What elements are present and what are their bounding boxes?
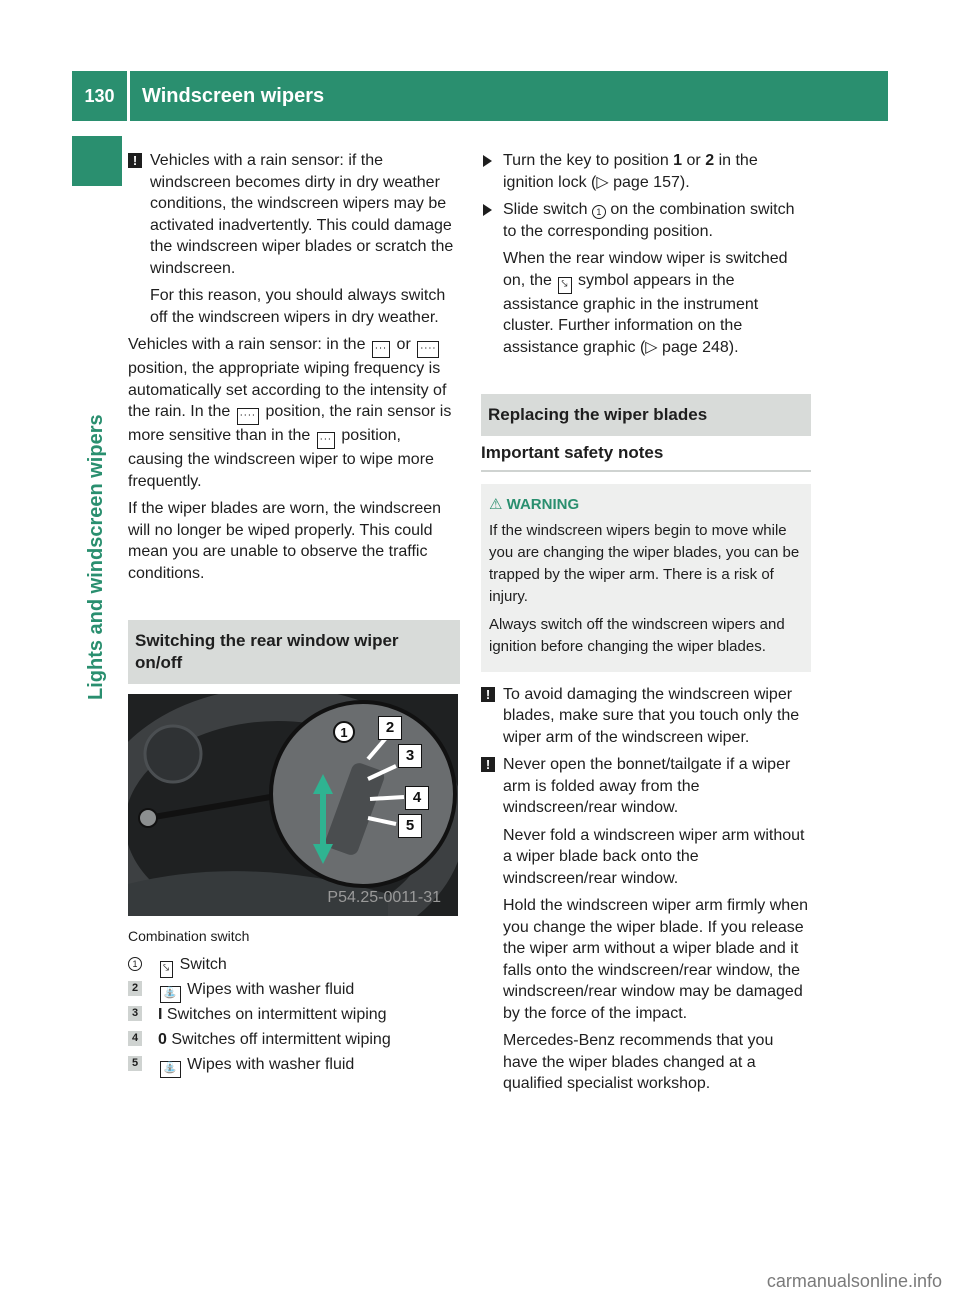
callout-2: 2 [378,716,402,740]
header-divider [127,71,130,121]
legend-marker: 3 [128,1006,142,1021]
washer-fluid-icon: ⛲ [160,986,181,1003]
legend-item: 1 ⤥ Switch [128,952,460,977]
callout-1-icon: 1 [592,205,606,219]
legend-item: 4 0 Switches off intermittent wiping [128,1027,460,1052]
page-number: 130 [84,86,115,106]
callout-5: 5 [398,814,422,838]
legend-marker: 5 [128,1056,142,1071]
caution-icon: ! [481,687,495,702]
step-arrow-icon [483,155,492,167]
callout-3: 3 [398,744,422,768]
page-reference: (▷ page 248). [639,338,739,356]
section-heading: Replacing the wiper blades [481,394,811,436]
legend-item: 5 ⛲ Wipes with washer fluid [128,1052,460,1077]
combination-switch-figure [128,694,458,916]
legend-marker: 2 [128,981,142,996]
callout-4: 4 [405,786,429,810]
page-header [72,71,888,121]
warning-triangle-icon: ⚠ [489,495,503,513]
rear-wiper-icon: ⤥ [558,277,571,294]
note-bonnet [481,754,811,1095]
note-text: Never open the bonnet/tailgate if a wiper arm is folded away from the windscreen/rear window. [503,756,791,816]
note-text: Hold the windscreen wiper arm firmly when you change the wiper blade. If you release the wiper arm without a wiper blade and it falls onto the windscreen/rear window, the windscreen/rear window may be damaged by the force of the impact. [503,897,808,1022]
rear-wiper-icon: ⤥ [160,961,173,978]
legend-list [128,952,460,1077]
note-rain-sensor [128,150,460,328]
note-text: Mercedes-Benz recommends that you have the wiper blades changed at a qualified specialist workshop. [503,1032,774,1092]
body-paragraph: If the wiper blades are worn, the windscreen will no longer be wiped properly. This could mean you are unable to observe the traffic conditions. [128,500,442,582]
note-text: Vehicles with a rain sensor: if the windscreen becomes dirty in dry weather conditions, the windscreen wipers may be activated inadvertently. This could damage the windscreen wiper blades or scratch the windscreen. [150,152,454,277]
section-tab-marker [72,136,122,186]
intermittent-wipe-icon: ∙∙∙ [372,341,390,358]
figure-caption: Combination switch [128,928,250,944]
right-column [481,150,811,1101]
warning-box [481,484,811,672]
svg-text:1: 1 [340,725,348,740]
caution-icon: ! [481,757,495,772]
step-arrow-icon [483,204,492,216]
warning-heading: ⚠ WARNING [489,495,580,513]
washer-fluid-icon: ⛲ [160,1061,181,1078]
legend-item: 3 I Switches on intermittent wiping [128,1002,460,1027]
caution-icon: ! [128,153,142,168]
warning-text: Always switch off the windscreen wipers and ignition before changing the wiper blades. [489,615,785,655]
page-reference: ▷ page 157). [596,173,690,191]
instruction-step: Slide switch 1 on the combination switch to the corresponding position. When the rear window wiper is switched on, the ⤥ symbol appears in the assistance graphic in the instrument cluster. Further information on the assistance graphic (▷ page 248). [481,199,811,358]
note-text: Never fold a windscreen wiper arm without a wiper blade back onto the windscreen/rear window. [503,826,805,887]
warning-text: If the windscreen wipers begin to move while you are changing the wiper blades, you can be trapped by the wiper arm. There is a risk of injury. [489,521,800,605]
intermittent-wipe-icon: ∙∙∙ [317,432,335,449]
left-column [128,150,460,1077]
section-sidebar-title: Lights and windscreen wipers [85,414,107,700]
section-sidebar [80,414,113,701]
intermittent-wipe-sensitive-icon: ∙∙∙∙ [417,341,439,358]
subheading: Important safety notes [481,436,811,472]
footer-watermark: carmanualsonline.info [766,1270,942,1291]
section-heading: Switching the rear window wiper on/off [128,620,460,684]
note-text: To avoid damaging the windscreen wiper blades, make sure that you touch only the wiper arm of the windscreen wiper. [503,685,800,746]
page-title: Windscreen wipers [142,85,325,107]
body-paragraph: Vehicles with a rain sensor: in the ∙∙∙ or ∙∙∙∙ position, the appropriate wiping frequency is automatically set according to the intensity of the rain. In the ∙∙∙∙ position, the rain sensor is more sensitive than in the ∙∙∙ position, causing the windscreen wiper to wipe more frequently. [128,336,452,490]
legend-marker: 1 [128,957,142,971]
instruction-step: Turn the key to position 1 or 2 in the ignition lock (▷ page 157). [481,150,811,193]
note-text: For this reason, you should always switch off the windscreen wipers in dry weather. [150,287,446,326]
legend-item: 2 ⛲ Wipes with washer fluid [128,977,460,1002]
note-wiper-blades [481,684,811,749]
intermittent-wipe-sensitive-icon: ∙∙∙∙ [237,408,259,425]
figure-code: P54.25-0011-31 [327,888,441,906]
legend-marker: 4 [128,1031,142,1046]
